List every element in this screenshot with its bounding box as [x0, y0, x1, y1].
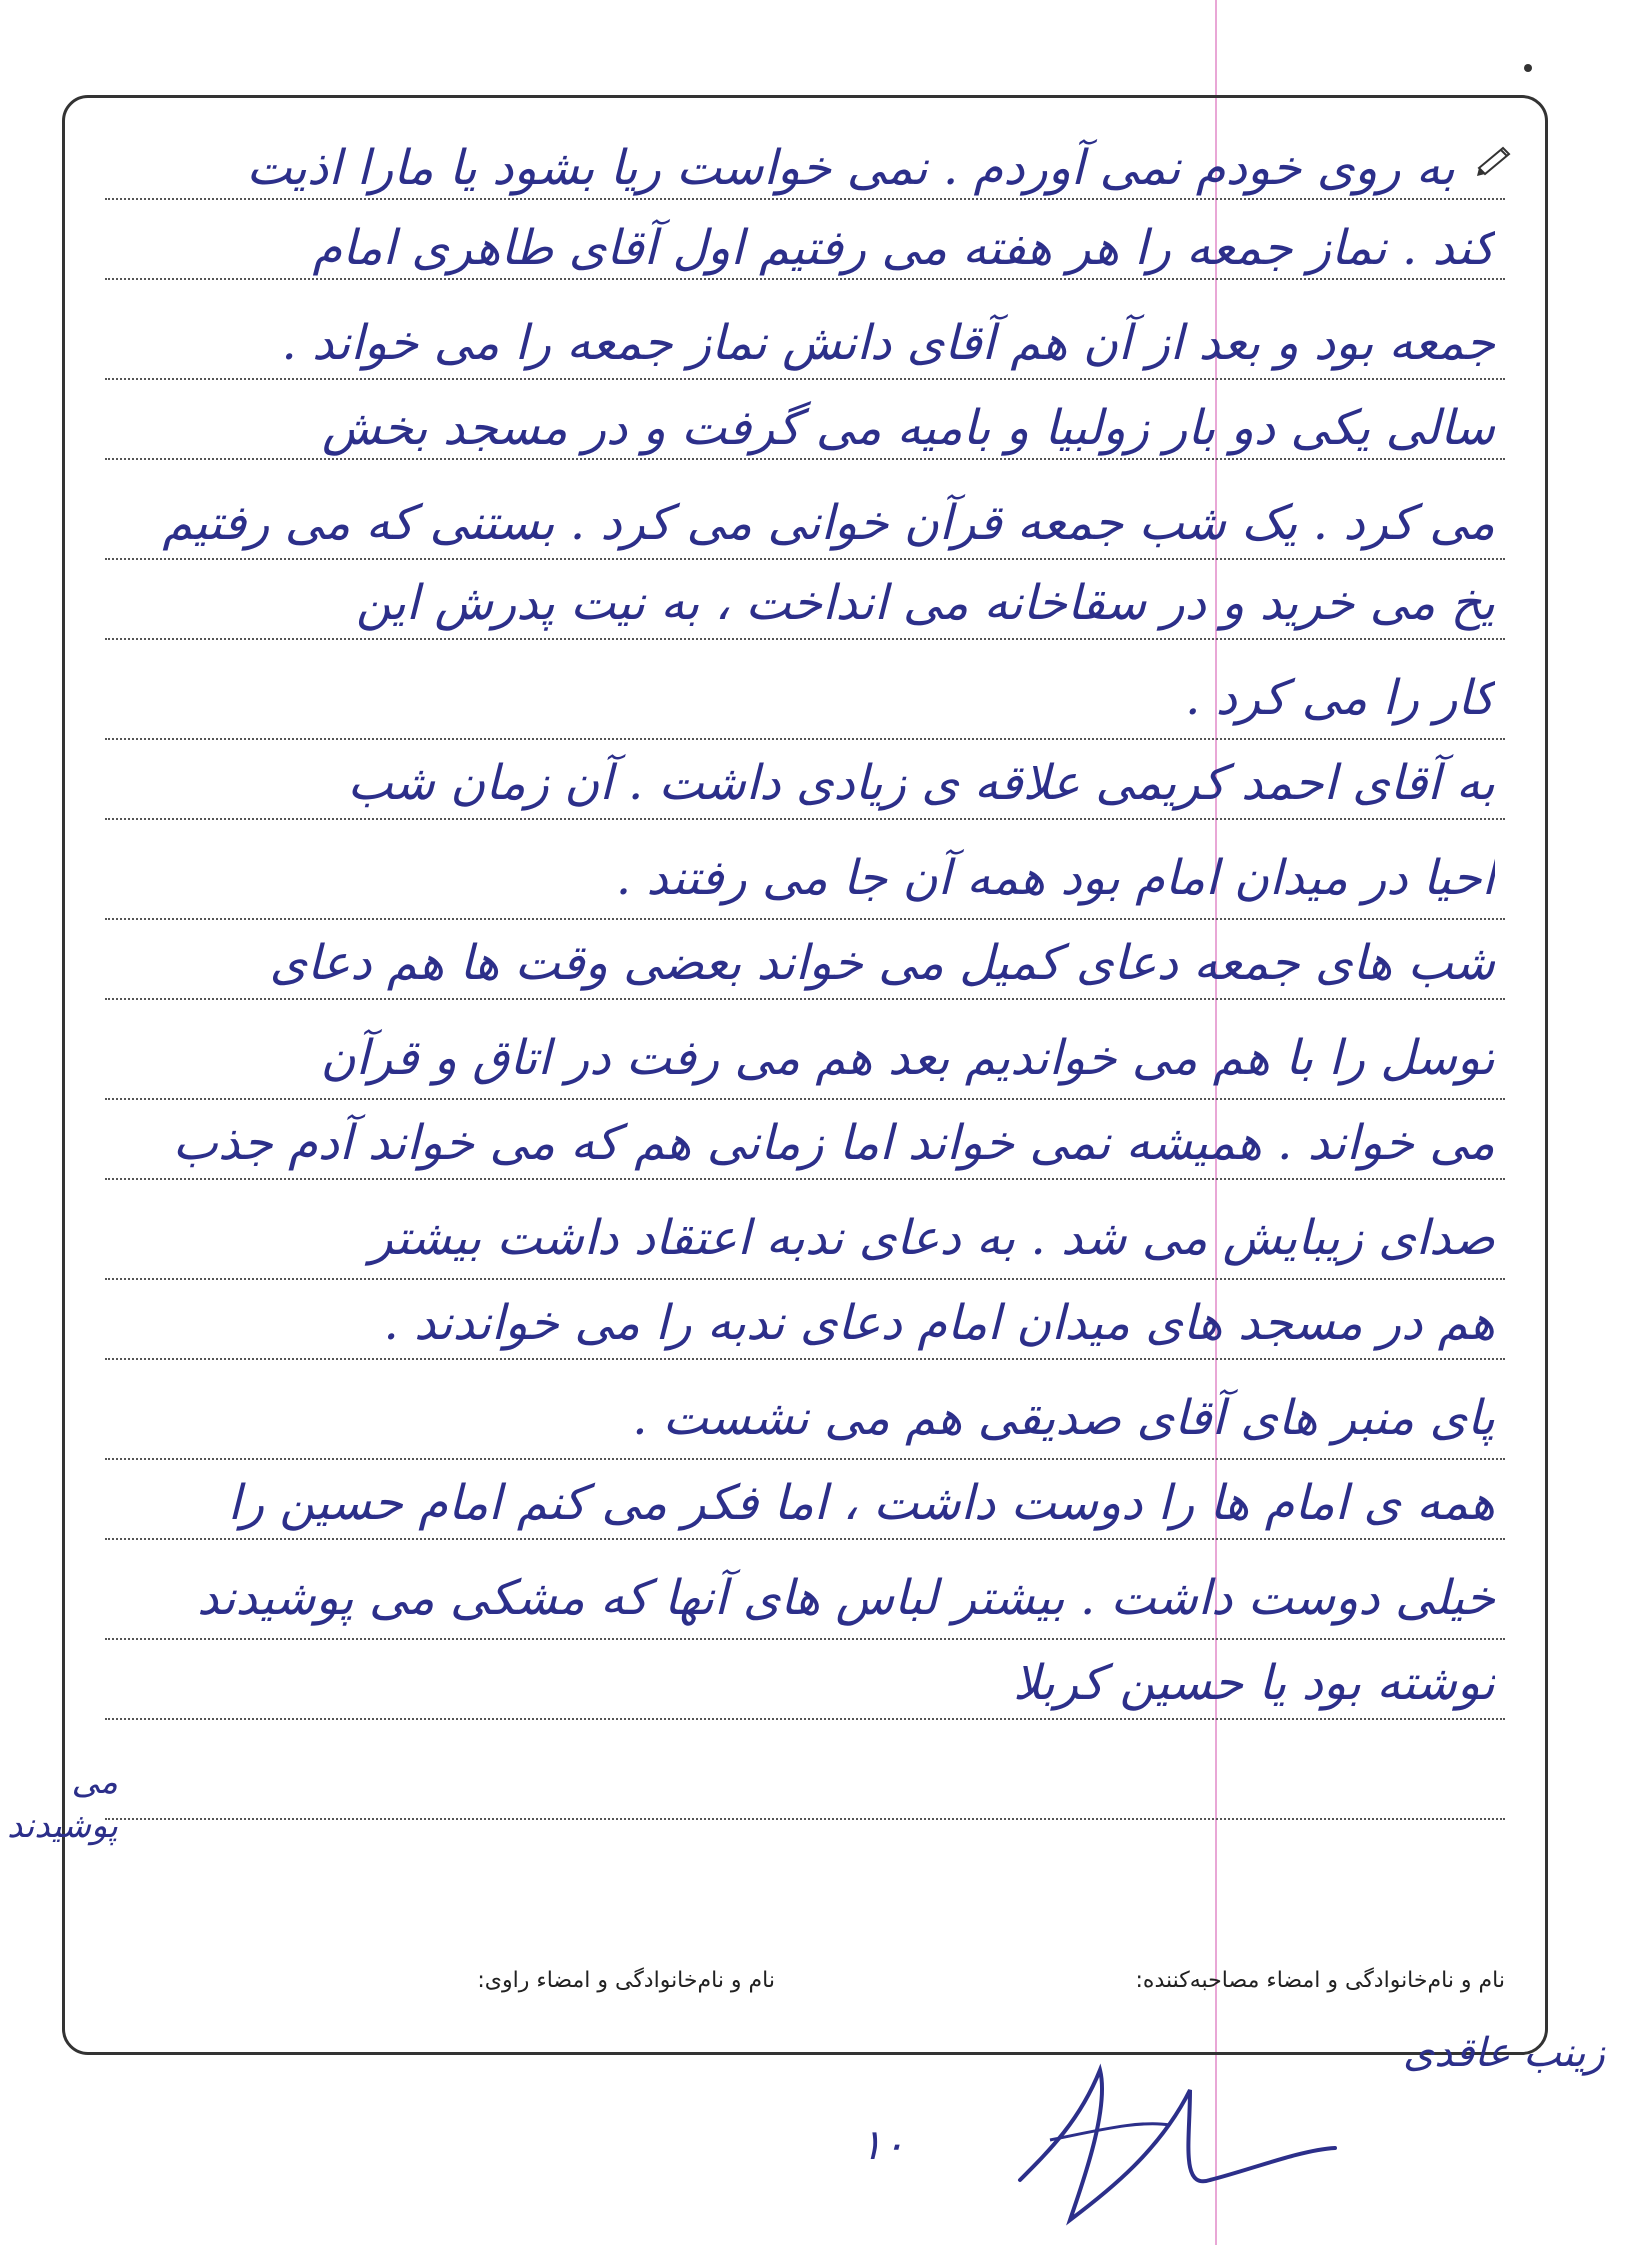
handwritten-line: به آقای احمد کریمی علاقه ی زیادی داشت . آن زمان شب [347, 755, 1495, 811]
ruled-line [105, 998, 1505, 1000]
ink-dot [1524, 64, 1532, 72]
ruled-line [105, 1538, 1505, 1540]
ruled-line [105, 1098, 1505, 1100]
ruled-line [105, 198, 1505, 200]
ruled-line [105, 1178, 1505, 1180]
form-frame [62, 95, 1548, 2055]
handwritten-line: نوشته بود یا حسین کربلا [1013, 1655, 1495, 1711]
handwritten-line: کند . نماز جمعه را هر هفته می رفتیم اول آقای طاهری امام [312, 220, 1495, 276]
handwritten-line: به روی خودم نمی آوردم . نمی خواست ریا بشود یا مارا اذیت [246, 140, 1455, 196]
handwritten-line: خیلی دوست داشت . بیشتر لباس های آنها که مشکی می پوشیدند [197, 1570, 1495, 1626]
ruled-line [105, 378, 1505, 380]
narrator-signature-label: نام و نام‌خانوادگی و امضاء راوی: [477, 1968, 775, 1993]
ruled-line [105, 918, 1505, 920]
handwritten-line: می خواند . همیشه نمی خواند اما زمانی هم که می خواند آدم جذب [172, 1115, 1495, 1171]
ruled-line [105, 738, 1505, 740]
handwritten-line: صدای زیبایش می شد . به دعای ندبه اعتقاد داشت بیشتر [369, 1210, 1495, 1266]
ruled-line [105, 1278, 1505, 1280]
ruled-line [105, 558, 1505, 560]
interviewer-signature-label: نام و نام‌خانوادگی و امضاء مصاحبه‌کننده: [1135, 1968, 1505, 1993]
ruled-line [105, 638, 1505, 640]
handwritten-line: پای منبر های آقای صدیقی هم می نشست . [632, 1390, 1495, 1446]
ruled-line [105, 1718, 1505, 1720]
handwritten-line: احیا در میدان امام بود همه آن جا می رفتند . [615, 850, 1495, 906]
handwritten-line: توسل را با هم می خواندیم بعد هم می رفت در اتاق و قرآن [320, 1030, 1495, 1086]
handwritten-line: سالی یکی دو بار زولبیا و بامیه می گرفت و در مسجد بخش [322, 400, 1495, 456]
ruled-line [105, 1458, 1505, 1460]
ruled-line [105, 1818, 1505, 1820]
handwritten-line: جمعه بود و بعد از آن هم آقای دانش نماز جمعه را می خواند . [281, 315, 1495, 371]
handwritten-line: شب های جمعه دعای کمیل می خواند بعضی وقت ها هم دعای [269, 935, 1495, 991]
handwritten-line: همه ی امام ها را دوست داشت ، اما فکر می کنم امام حسین را [227, 1475, 1495, 1531]
handwritten-line: هم در مسجد های میدان امام دعای ندبه را می خواندند . [383, 1295, 1495, 1351]
handwritten-line: یخ می خرید و در سقاخانه می انداخت ، به نیت پدرش این [356, 575, 1495, 631]
ruled-line [105, 1358, 1505, 1360]
handwritten-line: کار را می کرد . [1185, 670, 1495, 726]
ruled-line [105, 818, 1505, 820]
margin-annotation: می پوشیدند [7, 1762, 118, 1846]
pen-icon [1475, 138, 1515, 178]
ruled-line [105, 458, 1505, 460]
signature [960, 2030, 1340, 2230]
narrator-name: زینب عاقدی [1403, 2030, 1605, 2076]
page-number: ۱۰ [860, 2120, 906, 2169]
handwritten-line: می کرد . یک شب جمعه قرآن خوانی می کرد . بستنی که می رفتیم [162, 495, 1495, 551]
ruled-line [105, 1638, 1505, 1640]
ruled-line [105, 278, 1505, 280]
